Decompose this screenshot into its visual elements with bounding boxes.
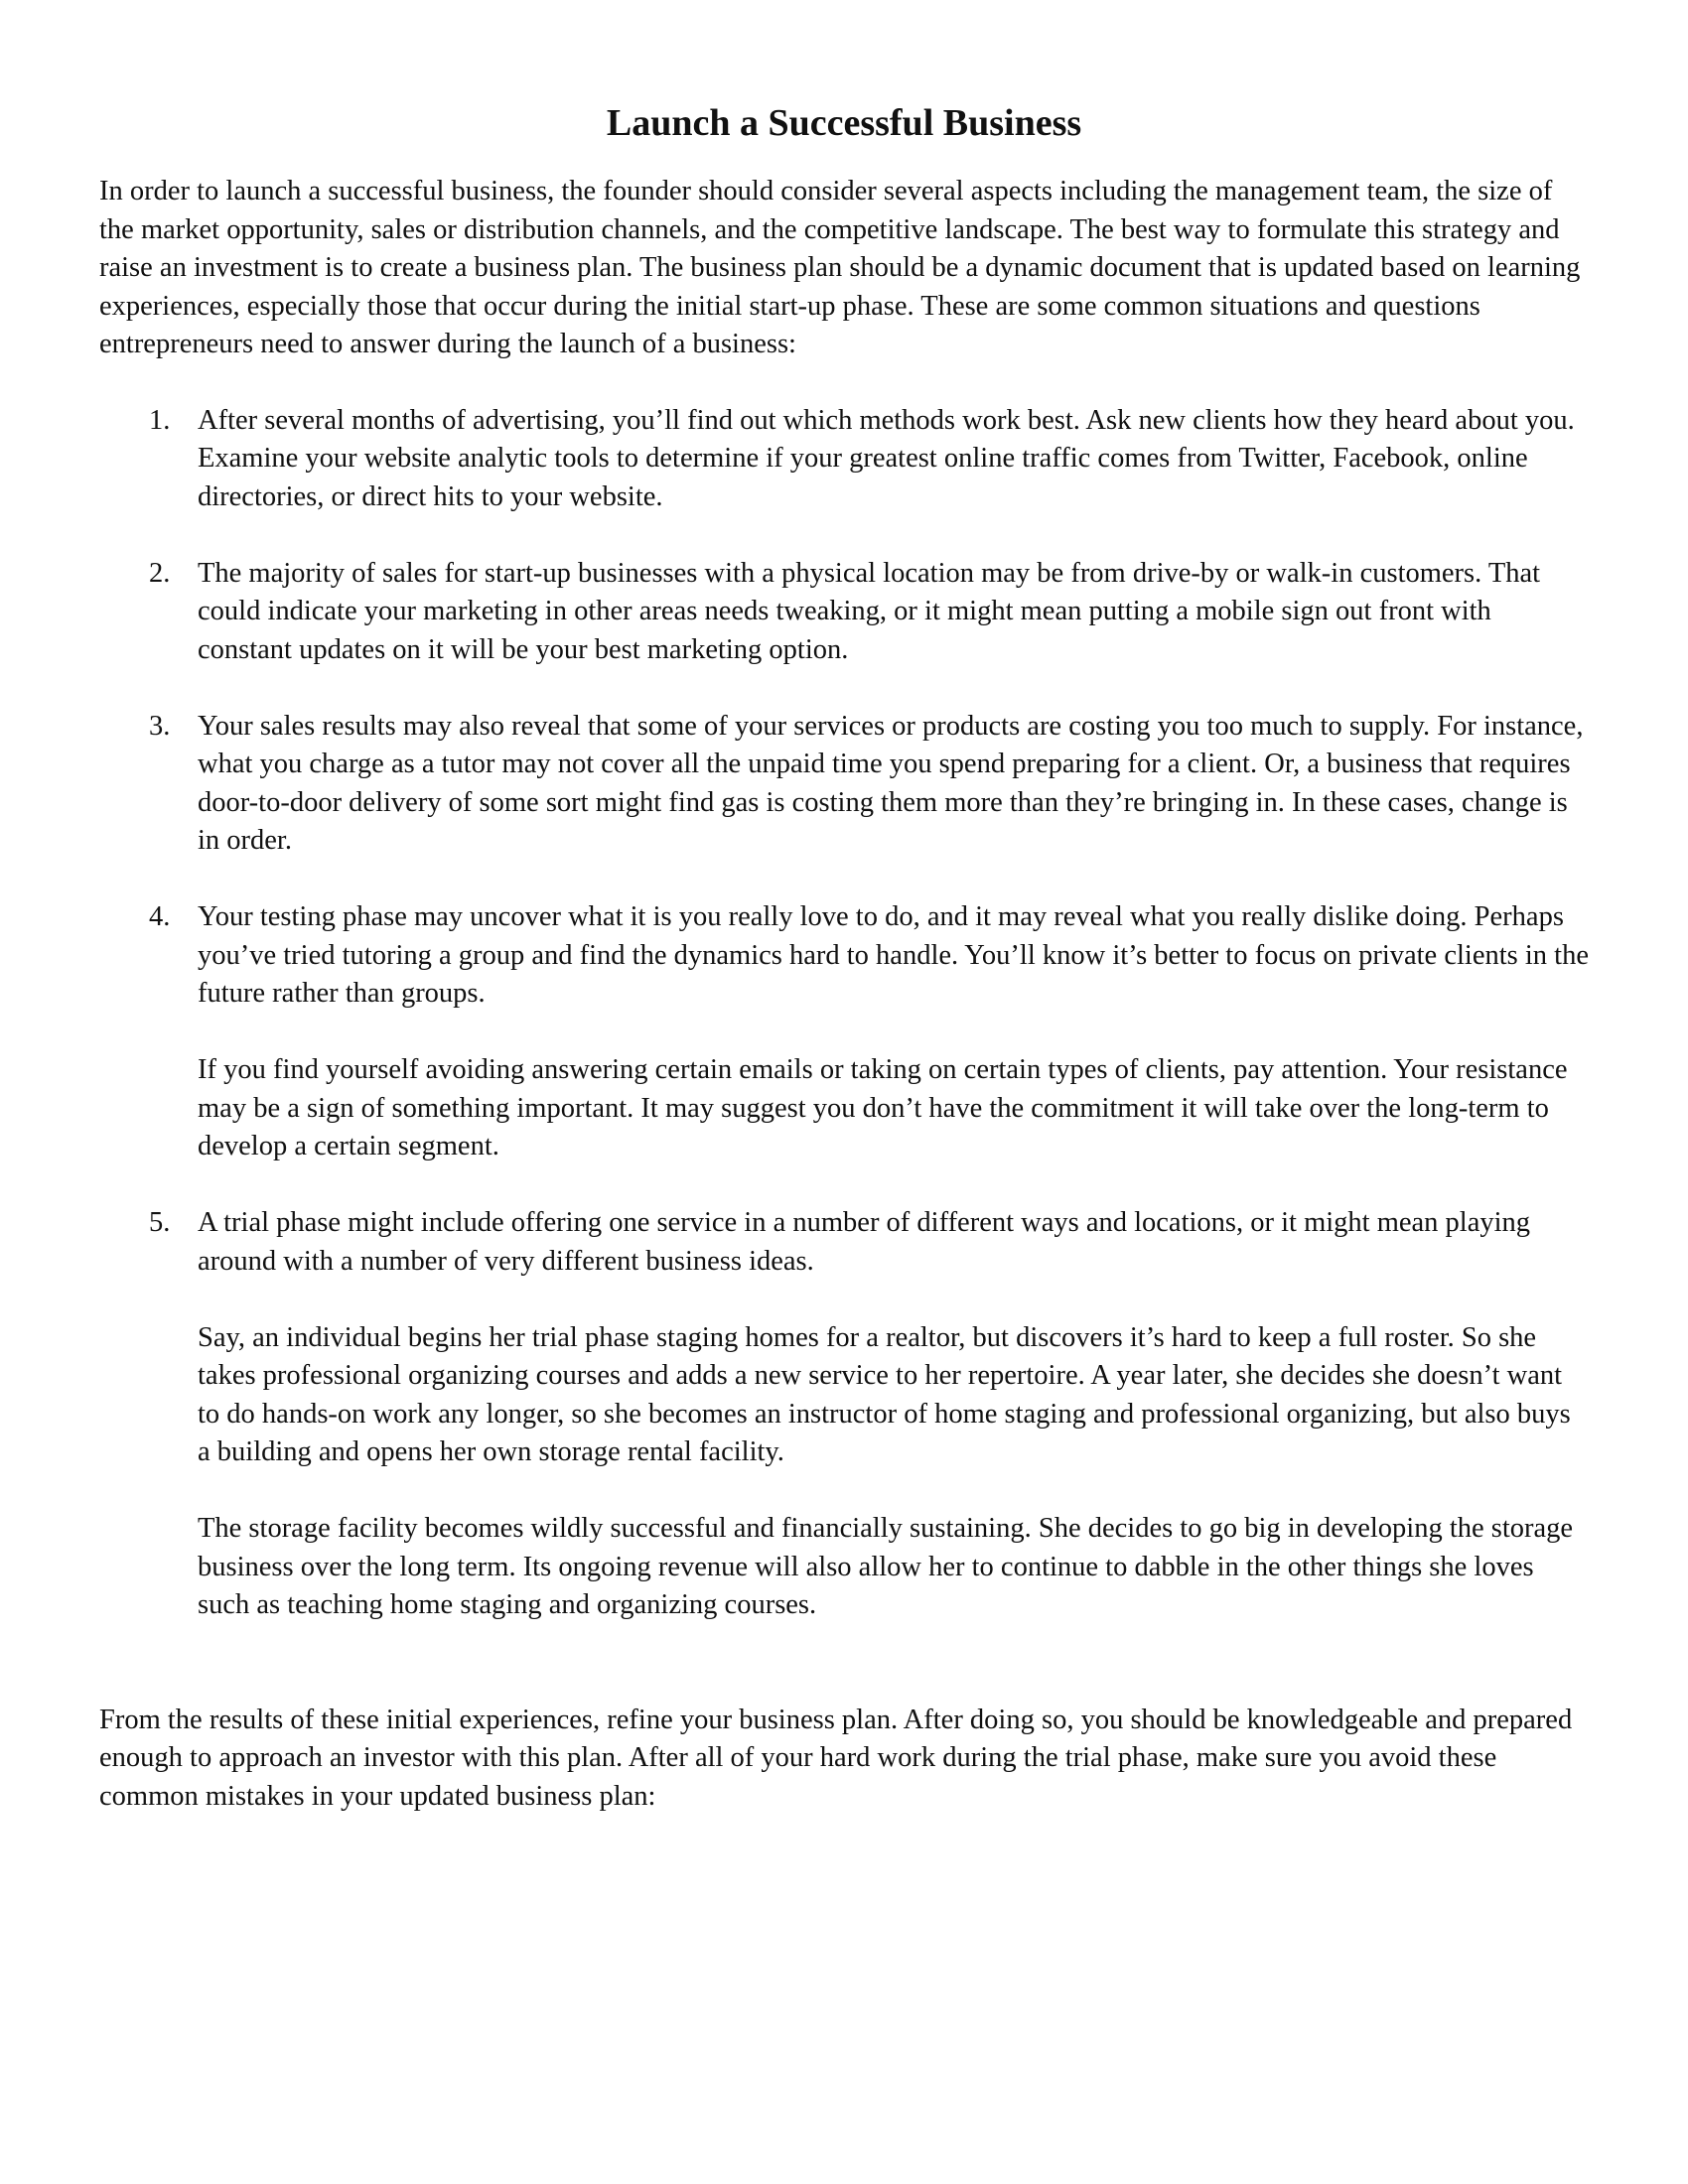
list-item-subparagraph: Say, an individual begins her trial phase staging homes for a realtor, but discovers it’s hard to keep a full roster. So she takes professional organizing courses and adds a new service to her repertoire. A year later, she decides she doesn’t want to do hands-on work any longer, so she becomes an instructor of home staging and professional organizing, but also buys a building and opens her own storage rental facility. <box>198 1321 1571 1467</box>
closing-paragraph: From the results of these initial experiences, refine your business plan. After doing so, you should be knowledgeable and prepared enough to approach an investor with this plan. After all of your hard work during the trial phase, make sure you avoid these common mistakes in your updated business plan: <box>99 1704 1573 1812</box>
list-item <box>99 708 1589 861</box>
list-item-number: 5. <box>149 1207 171 1238</box>
numbered-list <box>99 402 1589 1625</box>
list-item <box>99 555 1589 670</box>
list-item-number: 1. <box>149 404 171 436</box>
document-title: Launch a Successful Business <box>606 102 1082 144</box>
document-page <box>99 99 1589 1816</box>
list-item <box>99 1204 1589 1625</box>
list-item-subparagraph: If you find yourself avoiding answering certain emails or taking on certain types of clients, pay attention. Your resistance may be a sign of something important. It may suggest you don’t have the commitment it will take over the long-term to develop a certain segment. <box>198 1054 1568 1161</box>
list-item-text: The majority of sales for start-up businesses with a physical location may be from drive-by or walk-in customers. That could indicate your marketing in other areas needs tweaking, or it might mean putting a mobile sign out front with constant updates on it will be your best marketing option. <box>198 557 1541 665</box>
list-item-number: 2. <box>149 557 171 589</box>
list-item-number: 3. <box>149 710 171 742</box>
list-item-text: After several months of advertising, you’ll find out which methods work best. Ask new clients how they heard about you. Examine your website analytic tools to determine if your greatest online traffic comes from Twitter, Facebook, online directories, or direct hits to your website. <box>198 404 1575 512</box>
list-item <box>99 898 1589 1166</box>
list-item-text: A trial phase might include offering one service in a number of different ways and locations, or it might mean playing around with a number of very different business ideas. <box>198 1207 1531 1277</box>
list-item-text: Your testing phase may uncover what it is you really love to do, and it may reveal what you really dislike doing. Perhaps you’ve tried tutoring a group and find the dynamics hard to handle. You’ll know it’s better to focus on private clients in the future rather than groups. <box>198 901 1589 1009</box>
list-item-subparagraph: The storage facility becomes wildly successful and financially sustaining. She decides to go big in developing the storage business over the long term. Its ongoing revenue will also allow her to continue to dabble in the other things she loves such as teaching home staging and organizing courses. <box>198 1513 1574 1620</box>
list-item-text: Your sales results may also reveal that some of your services or products are costing you too much to supply. For instance, what you charge as a tutor may not cover all the unpaid time you spend preparing for a client. Or, a business that requires door-to-door delivery of some sort might find gas is costing them more than they’re bringing in. In these cases, change is in order. <box>198 710 1584 856</box>
list-item <box>99 402 1589 517</box>
list-item-number: 4. <box>149 901 171 932</box>
intro-paragraph: In order to launch a successful business, the founder should consider several aspects including the management team, the size of the market opportunity, sales or distribution channels, and the competitive landscape. The best way to formulate this strategy and raise an investment is to create a business plan. The business plan should be a dynamic document that is updated based on learning experiences, especially those that occur during the initial start-up phase. These are some common situations and questions entrepreneurs need to answer during the launch of a business: <box>99 176 1581 359</box>
